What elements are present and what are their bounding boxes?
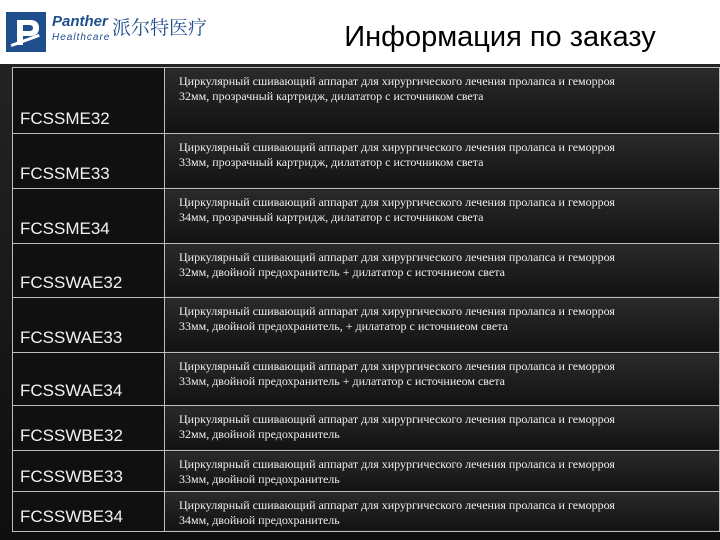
product-code-cell [13,405,165,450]
description-line-1: Циркулярный сшивающий аппарат для хирургического лечения пролапса и геморроя [179,411,615,426]
product-code-cell [13,451,165,491]
product-description-cell [165,133,720,188]
description-line-2: 34мм, прозрачный картридж, дилататор с источником света [179,210,484,225]
product-description-cell [165,491,720,531]
panther-logo-icon [6,12,46,52]
product-description-cell [165,243,720,297]
table-row [13,491,720,531]
product-description-cell [165,451,720,491]
company-logo [4,10,216,54]
description-line-1: Циркулярный сшивающий аппарат для хирургического лечения пролапса и геморроя [179,195,615,210]
table-row [13,353,720,405]
table-row [13,68,720,134]
description-line-2: 33мм, двойной предохранитель + дилататор с источниеом света [179,374,505,389]
product-code: FCSSWAE32 [20,272,123,292]
product-code: FCSSWBE33 [20,466,123,486]
product-code-cell [13,68,165,134]
product-description-cell [165,189,720,243]
description-line-1: Циркулярный сшивающий аппарат для хирургического лечения пролапса и геморроя [179,497,615,512]
product-description-cell [165,405,720,450]
description-line-2: 33мм, прозрачный картридж, дилататор с источником света [179,154,484,169]
product-code-cell [13,353,165,405]
brand-name-en: Panther [52,13,108,30]
product-code: FCSSME32 [20,108,110,128]
description-line-1: Циркулярный сшивающий аппарат для хирургического лечения пролапса и геморроя [179,74,615,88]
product-code: FCSSWAE33 [20,328,123,348]
order-table [12,67,720,532]
description-line-2: 32мм, прозрачный картридж, дилататор с источником света [179,89,484,103]
description-line-2: 32мм, двойной предохранитель [179,426,340,441]
description-line-2: 33мм, двойной предохранитель, + дилататор с источниеом света [179,318,508,333]
description-line-1: Циркулярный сшивающий аппарат для хирургического лечения пролапса и геморроя [179,359,615,374]
table-row [13,133,720,188]
product-code: FCSSME33 [20,164,110,184]
product-code-cell [13,491,165,531]
description-line-1: Циркулярный сшивающий аппарат для хирургического лечения пролапса и геморроя [179,457,615,472]
table-row [13,451,720,491]
product-code: FCSSME34 [20,218,110,238]
description-line-2: 34мм, двойной предохранитель [179,512,340,527]
table-row [13,243,720,297]
brand-name-cn: 派尔特医疗 [112,17,208,39]
description-line-1: Циркулярный сшивающий аппарат для хирургического лечения пролапса и геморроя [179,303,615,318]
product-code-cell [13,243,165,297]
description-line-1: Циркулярный сшивающий аппарат для хирургического лечения пролапса и геморроя [179,249,615,264]
table-row [13,297,720,352]
product-description-cell [165,68,720,134]
product-description-cell [165,353,720,405]
description-line-2: 33мм, двойной предохранитель [179,472,340,487]
table-row [13,405,720,450]
table-row [13,189,720,243]
description-line-2: 32мм, двойной предохранитель + дилататор с источниеом света [179,264,505,279]
product-code-cell [13,297,165,352]
brand-name-en-sub: Healthcare [52,32,111,43]
header-bar [0,0,720,64]
product-code: FCSSWBE32 [20,426,123,446]
product-code-cell [13,189,165,243]
product-code: FCSSWBE34 [20,507,123,526]
product-code: FCSSWAE34 [20,380,123,400]
product-code-cell [13,133,165,188]
description-line-1: Циркулярный сшивающий аппарат для хирургического лечения пролапса и геморроя [179,139,615,154]
product-description-cell [165,297,720,352]
page-title: Информация по заказу [344,21,656,53]
